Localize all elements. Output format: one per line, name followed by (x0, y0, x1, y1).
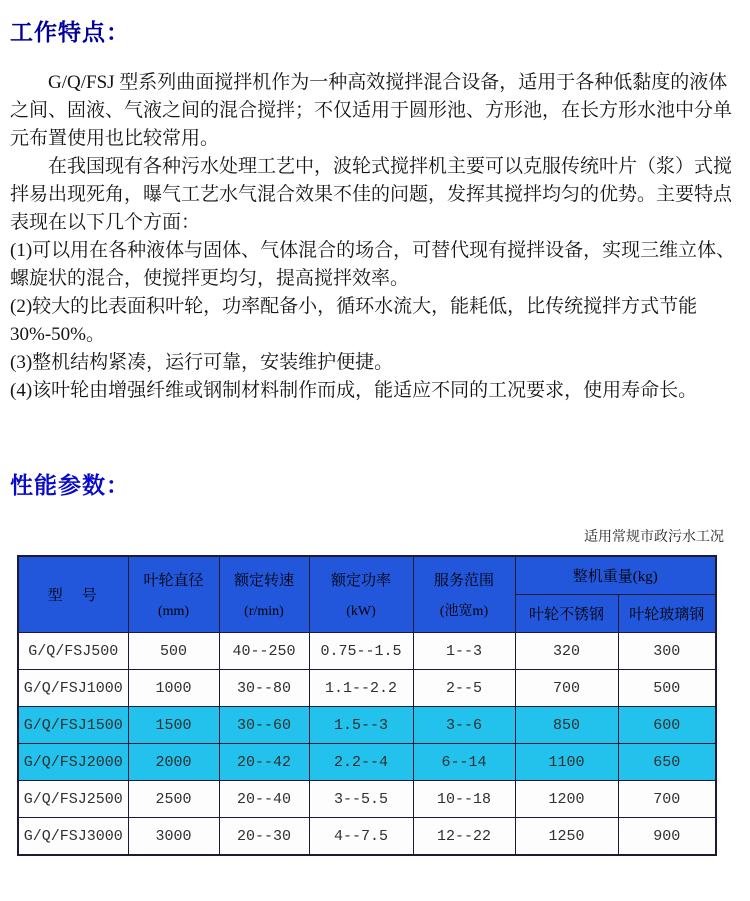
cell-weight-stainless: 320 (515, 633, 618, 670)
cell-diameter: 3000 (128, 818, 219, 856)
specs-table-header (18, 556, 716, 633)
cell-diameter: 1000 (128, 670, 219, 707)
cell-speed: 30--60 (219, 707, 309, 744)
col-header-range-unit: (池宽m) (439, 603, 489, 619)
col-header-range (413, 556, 515, 633)
cell-model: G/Q/FSJ2500 (18, 781, 128, 818)
cell-diameter: 2500 (128, 781, 219, 818)
col-header-power-label: 额定功率 (330, 572, 391, 589)
cell-speed: 20--30 (219, 818, 309, 856)
table-row (18, 670, 716, 707)
section-title-work-features: 工作特点： (10, 19, 130, 45)
cell-range: 12--22 (413, 818, 515, 856)
cell-power: 2.2--4 (309, 744, 413, 781)
cell-weight-stainless: 850 (515, 707, 618, 744)
feature-item: (2)较大的比表面积叶轮，功率配备小，循环水流大，能耗低，比传统搅拌方式节能 30%-50%。 (10, 296, 698, 345)
feature-item: (4)该叶轮由增强纤维或钢制材料制作而成，能适应不同的工况要求，使用寿命长。 (10, 380, 698, 401)
cell-speed: 20--40 (219, 781, 309, 818)
cell-speed: 30--80 (219, 670, 309, 707)
cell-weight-fiberglass: 700 (618, 781, 716, 818)
col-header-weight-stainless: 叶轮不锈钢 (515, 595, 618, 633)
table-row-highlighted (18, 707, 716, 744)
col-header-diameter (128, 556, 219, 633)
cell-range: 10--18 (413, 781, 515, 818)
cell-range: 6--14 (413, 744, 515, 781)
section-title-performance-params: 性能参数： (10, 472, 130, 498)
cell-model: G/Q/FSJ2000 (18, 744, 128, 781)
col-header-speed-label: 额定转速 (233, 572, 294, 589)
cell-power: 1.1--2.2 (309, 670, 413, 707)
table-row (18, 818, 716, 856)
col-header-range-label: 服务范围 (433, 572, 494, 589)
cell-model: G/Q/FSJ3000 (18, 818, 128, 856)
specs-table (17, 555, 717, 856)
cell-power: 4--7.5 (309, 818, 413, 856)
table-row (18, 781, 716, 818)
cell-weight-stainless: 1200 (515, 781, 618, 818)
cell-weight-fiberglass: 300 (618, 633, 716, 670)
cell-weight-stainless: 1100 (515, 744, 618, 781)
cell-power: 1.5--3 (309, 707, 413, 744)
cell-power: 0.75--1.5 (309, 633, 413, 670)
cell-range: 1--3 (413, 633, 515, 670)
cell-speed: 20--42 (219, 744, 309, 781)
cell-weight-stainless: 700 (515, 670, 618, 707)
feature-item: (3)整机结构紧凑，运行可靠，安装维护便捷。 (10, 352, 394, 373)
cell-diameter: 1500 (128, 707, 219, 744)
cell-power: 3--5.5 (309, 781, 413, 818)
col-header-weight-group: 整机重量(kg) (515, 556, 716, 595)
table-row-highlighted (18, 744, 716, 781)
cell-model: G/Q/FSJ1000 (18, 670, 128, 707)
cell-weight-stainless: 1250 (515, 818, 618, 856)
specs-table-body (18, 633, 716, 856)
features-body (10, 69, 740, 405)
col-header-power (309, 556, 413, 633)
cell-diameter: 2000 (128, 744, 219, 781)
col-header-model: 型 号 (18, 556, 128, 633)
paragraph: G/Q/FSJ 型系列曲面搅拌机作为一种高效搅拌混合设备，适用于各种低黏度的液体之间、固液、气液之间的混合搅拌；不仅适用于圆形池、方形池，在长方形水池中分单元布置使用也比较常用。 (10, 72, 733, 149)
col-header-speed (219, 556, 309, 633)
col-header-power-unit: (kW) (346, 603, 376, 619)
feature-item: (1)可以用在各种液体与固体、气体混合的场合，可替代现有搅拌设备，实现三维立体、螺旋状的混合，使搅拌更均匀，提高搅拌效率。 (10, 240, 736, 289)
col-header-diameter-label: 叶轮直径 (143, 572, 204, 589)
cell-model: G/Q/FSJ500 (18, 633, 128, 670)
cell-weight-fiberglass: 500 (618, 670, 716, 707)
cell-range: 2--5 (413, 670, 515, 707)
cell-range: 3--6 (413, 707, 515, 744)
col-header-diameter-unit: (mm) (157, 603, 190, 619)
table-row (18, 633, 716, 670)
cell-diameter: 500 (128, 633, 219, 670)
cell-speed: 40--250 (219, 633, 309, 670)
cell-model: G/Q/FSJ1500 (18, 707, 128, 744)
cell-weight-fiberglass: 900 (618, 818, 716, 856)
paragraph: 在我国现有各种污水处理工艺中，波轮式搅拌机主要可以克服传统叶片（浆）式搅拌易出现死角，曝气工艺水气混合效果不佳的问题，发挥其搅拌均匀的优势。主要特点表现在以下几个方面： (10, 156, 733, 233)
table-note: 适用常规市政污水工况 (584, 528, 724, 544)
cell-weight-fiberglass: 650 (618, 744, 716, 781)
col-header-speed-unit: (r/min) (244, 603, 284, 619)
col-header-weight-fiberglass: 叶轮玻璃钢 (618, 595, 716, 633)
cell-weight-fiberglass: 600 (618, 707, 716, 744)
